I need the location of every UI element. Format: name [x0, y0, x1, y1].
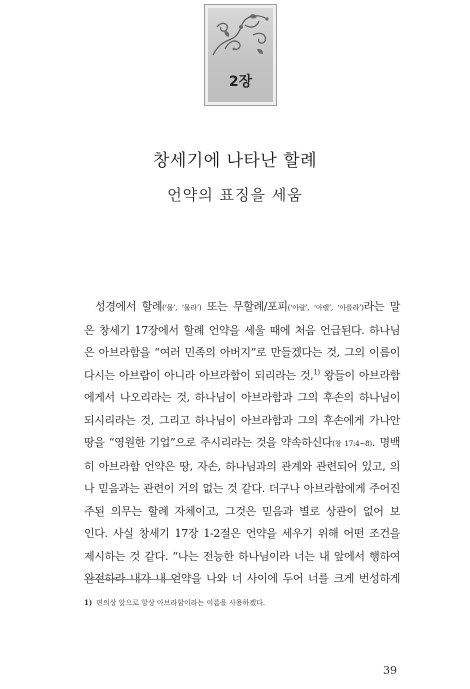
text-segment: 다시는 아브람이 아니라 아브라함이 되리라는 것,: [84, 368, 314, 382]
text-segment: 라는 말: [363, 300, 400, 313]
footnote-marker: 1): [313, 367, 320, 376]
text-line: 주된 의무는 할례 자체이고, 그것은 믿음과 별로 상관이 없어 보: [84, 504, 400, 518]
text-line: [84, 432, 400, 456]
text-segment: 성경에서 할례: [95, 300, 163, 313]
footnote: [84, 598, 265, 608]
footnote-divider: [84, 579, 180, 580]
chapter-title: 창세기에 나타난 할례: [152, 151, 318, 171]
text-segment: 또는 무할례/포피: [201, 300, 288, 313]
chapter-number: 2장: [228, 74, 253, 90]
hebrew-transliteration: (‘아랄’, ‘아렐’, ‘아를라’): [287, 304, 364, 312]
text-segment: . 명백: [371, 436, 400, 449]
text-line: [84, 296, 400, 320]
footnote-number: 1): [84, 598, 93, 607]
text-segment: 왕들이 아브라함: [319, 368, 400, 382]
text-line: [84, 365, 400, 388]
text-line: 나 믿음과는 관련이 거의 없는 것 같다. 더구나 아브라함에게 주어진: [84, 482, 400, 495]
text-segment: 땅을 “영원한 기업”으로 주시리라는 것을 약속하신다: [84, 436, 333, 449]
chapter-subtitle: 언약의 표징을 세움: [167, 186, 303, 204]
scripture-reference: (창 17:4~8): [332, 440, 372, 448]
text-line: 제시하는 것 같다. “나는 전능한 하나님이라 너는 내 앞에서 행하여: [84, 549, 400, 563]
text-line: 은 아브라함을 “여러 민족의 아버지”로 만들겠다는 것, 그의 이름이: [84, 346, 400, 359]
text-line: 에게서 나오리라는 것, 하나님이 아브라함과 그의 후손의 하나님이: [84, 391, 400, 404]
text-line: 되시리라는 것, 그리고 하나님이 아브라함과 그의 후손에게 가나안: [84, 413, 400, 427]
chapter-badge: [204, 4, 277, 106]
hebrew-transliteration: (‘물’, ‘물라’): [162, 304, 202, 312]
text-line: 인다. 사실 창세기 17장 1-2절은 언약을 세우기 위해 어떤 조건을: [84, 527, 400, 540]
body-paragraph: [84, 296, 400, 591]
page-number: 39: [383, 664, 397, 677]
text-line: 완전하라 내가 내 언약을 나와 너 사이에 두어 너를 크게 번성하게: [84, 572, 400, 585]
text-line: 은 창세기 17장에서 할례 언약을 세울 때에 처음 언급된다. 하나님: [84, 323, 400, 337]
text-line: 히 아브라함 언약은 땅, 자손, 하나님과의 관계와 관련되어 있고, 의: [84, 459, 400, 473]
footnote-text: 편의상 앞으로 항상 아브라함이라는 이름을 사용하겠다.: [96, 599, 266, 607]
floral-ornament-icon: [205, 5, 278, 65]
